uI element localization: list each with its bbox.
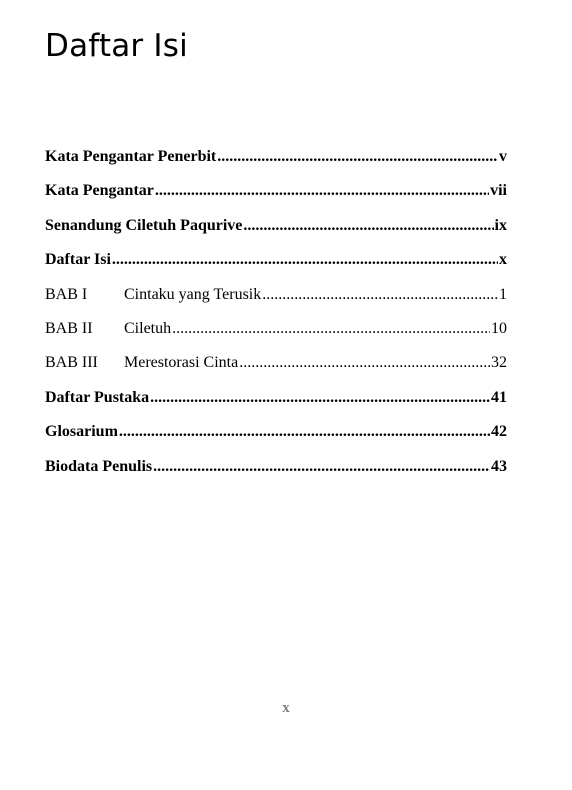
toc-dot-leader	[153, 455, 490, 479]
toc-chapter-number: BAB I	[45, 285, 88, 303]
toc-dot-leader	[217, 145, 498, 169]
toc-dot-leader	[172, 317, 490, 341]
toc-entry-bab-3	[45, 351, 507, 385]
page-title: Daftar Isi	[45, 28, 188, 64]
toc-entry-daftar-isi	[45, 248, 507, 282]
toc-dot-leader	[119, 420, 490, 444]
toc-entry-kata-pengantar-penerbit	[45, 145, 507, 179]
toc-entry-title: Daftar Isi	[45, 251, 111, 269]
toc-page-number: 43	[491, 457, 507, 475]
toc-entry-title: Ciletuh	[124, 319, 172, 337]
toc-entry-title: Merestorasi Cinta	[124, 354, 239, 372]
toc-page-number: ix	[494, 216, 507, 234]
toc-entry-title: Daftar Pustaka	[45, 388, 150, 406]
toc-entry-title: Senandung Ciletuh Paqurive	[45, 216, 243, 234]
toc-entry-biodata-penulis	[45, 455, 507, 489]
toc-entry-glosarium	[45, 420, 507, 454]
toc-page-number: 1	[499, 285, 507, 303]
table-of-contents	[45, 145, 507, 489]
toc-dot-leader	[262, 283, 498, 307]
toc-dot-leader	[150, 386, 490, 410]
toc-entry-title: Kata Pengantar Penerbit	[45, 148, 217, 165]
toc-entry-senandung-ciletuh	[45, 214, 507, 248]
toc-dot-leader	[112, 248, 498, 272]
toc-entry-daftar-pustaka	[45, 386, 507, 420]
toc-page-number: v	[499, 148, 507, 165]
toc-entry-title: Cintaku yang Terusik	[124, 285, 262, 303]
toc-dot-leader	[239, 351, 490, 375]
toc-page-number: 10	[491, 319, 507, 337]
toc-page-number: 42	[491, 423, 507, 441]
toc-entry-kata-pengantar	[45, 179, 507, 213]
toc-entry-title: Biodata Penulis	[45, 457, 153, 475]
toc-page-number: 32	[491, 354, 507, 372]
toc-entry-bab-1	[45, 283, 507, 317]
toc-page-number: vii	[490, 182, 507, 200]
footer-page-number: x	[282, 700, 290, 716]
toc-dot-leader	[155, 179, 489, 203]
toc-page-number: 41	[491, 388, 507, 406]
toc-page-number: x	[499, 251, 507, 269]
toc-chapter-number: BAB III	[45, 354, 98, 372]
toc-entry-bab-2	[45, 317, 507, 351]
toc-entry-title: Glosarium	[45, 423, 118, 441]
toc-chapter-number: BAB II	[45, 319, 93, 337]
toc-entry-title: Kata Pengantar	[45, 182, 154, 200]
toc-dot-leader	[243, 214, 493, 238]
